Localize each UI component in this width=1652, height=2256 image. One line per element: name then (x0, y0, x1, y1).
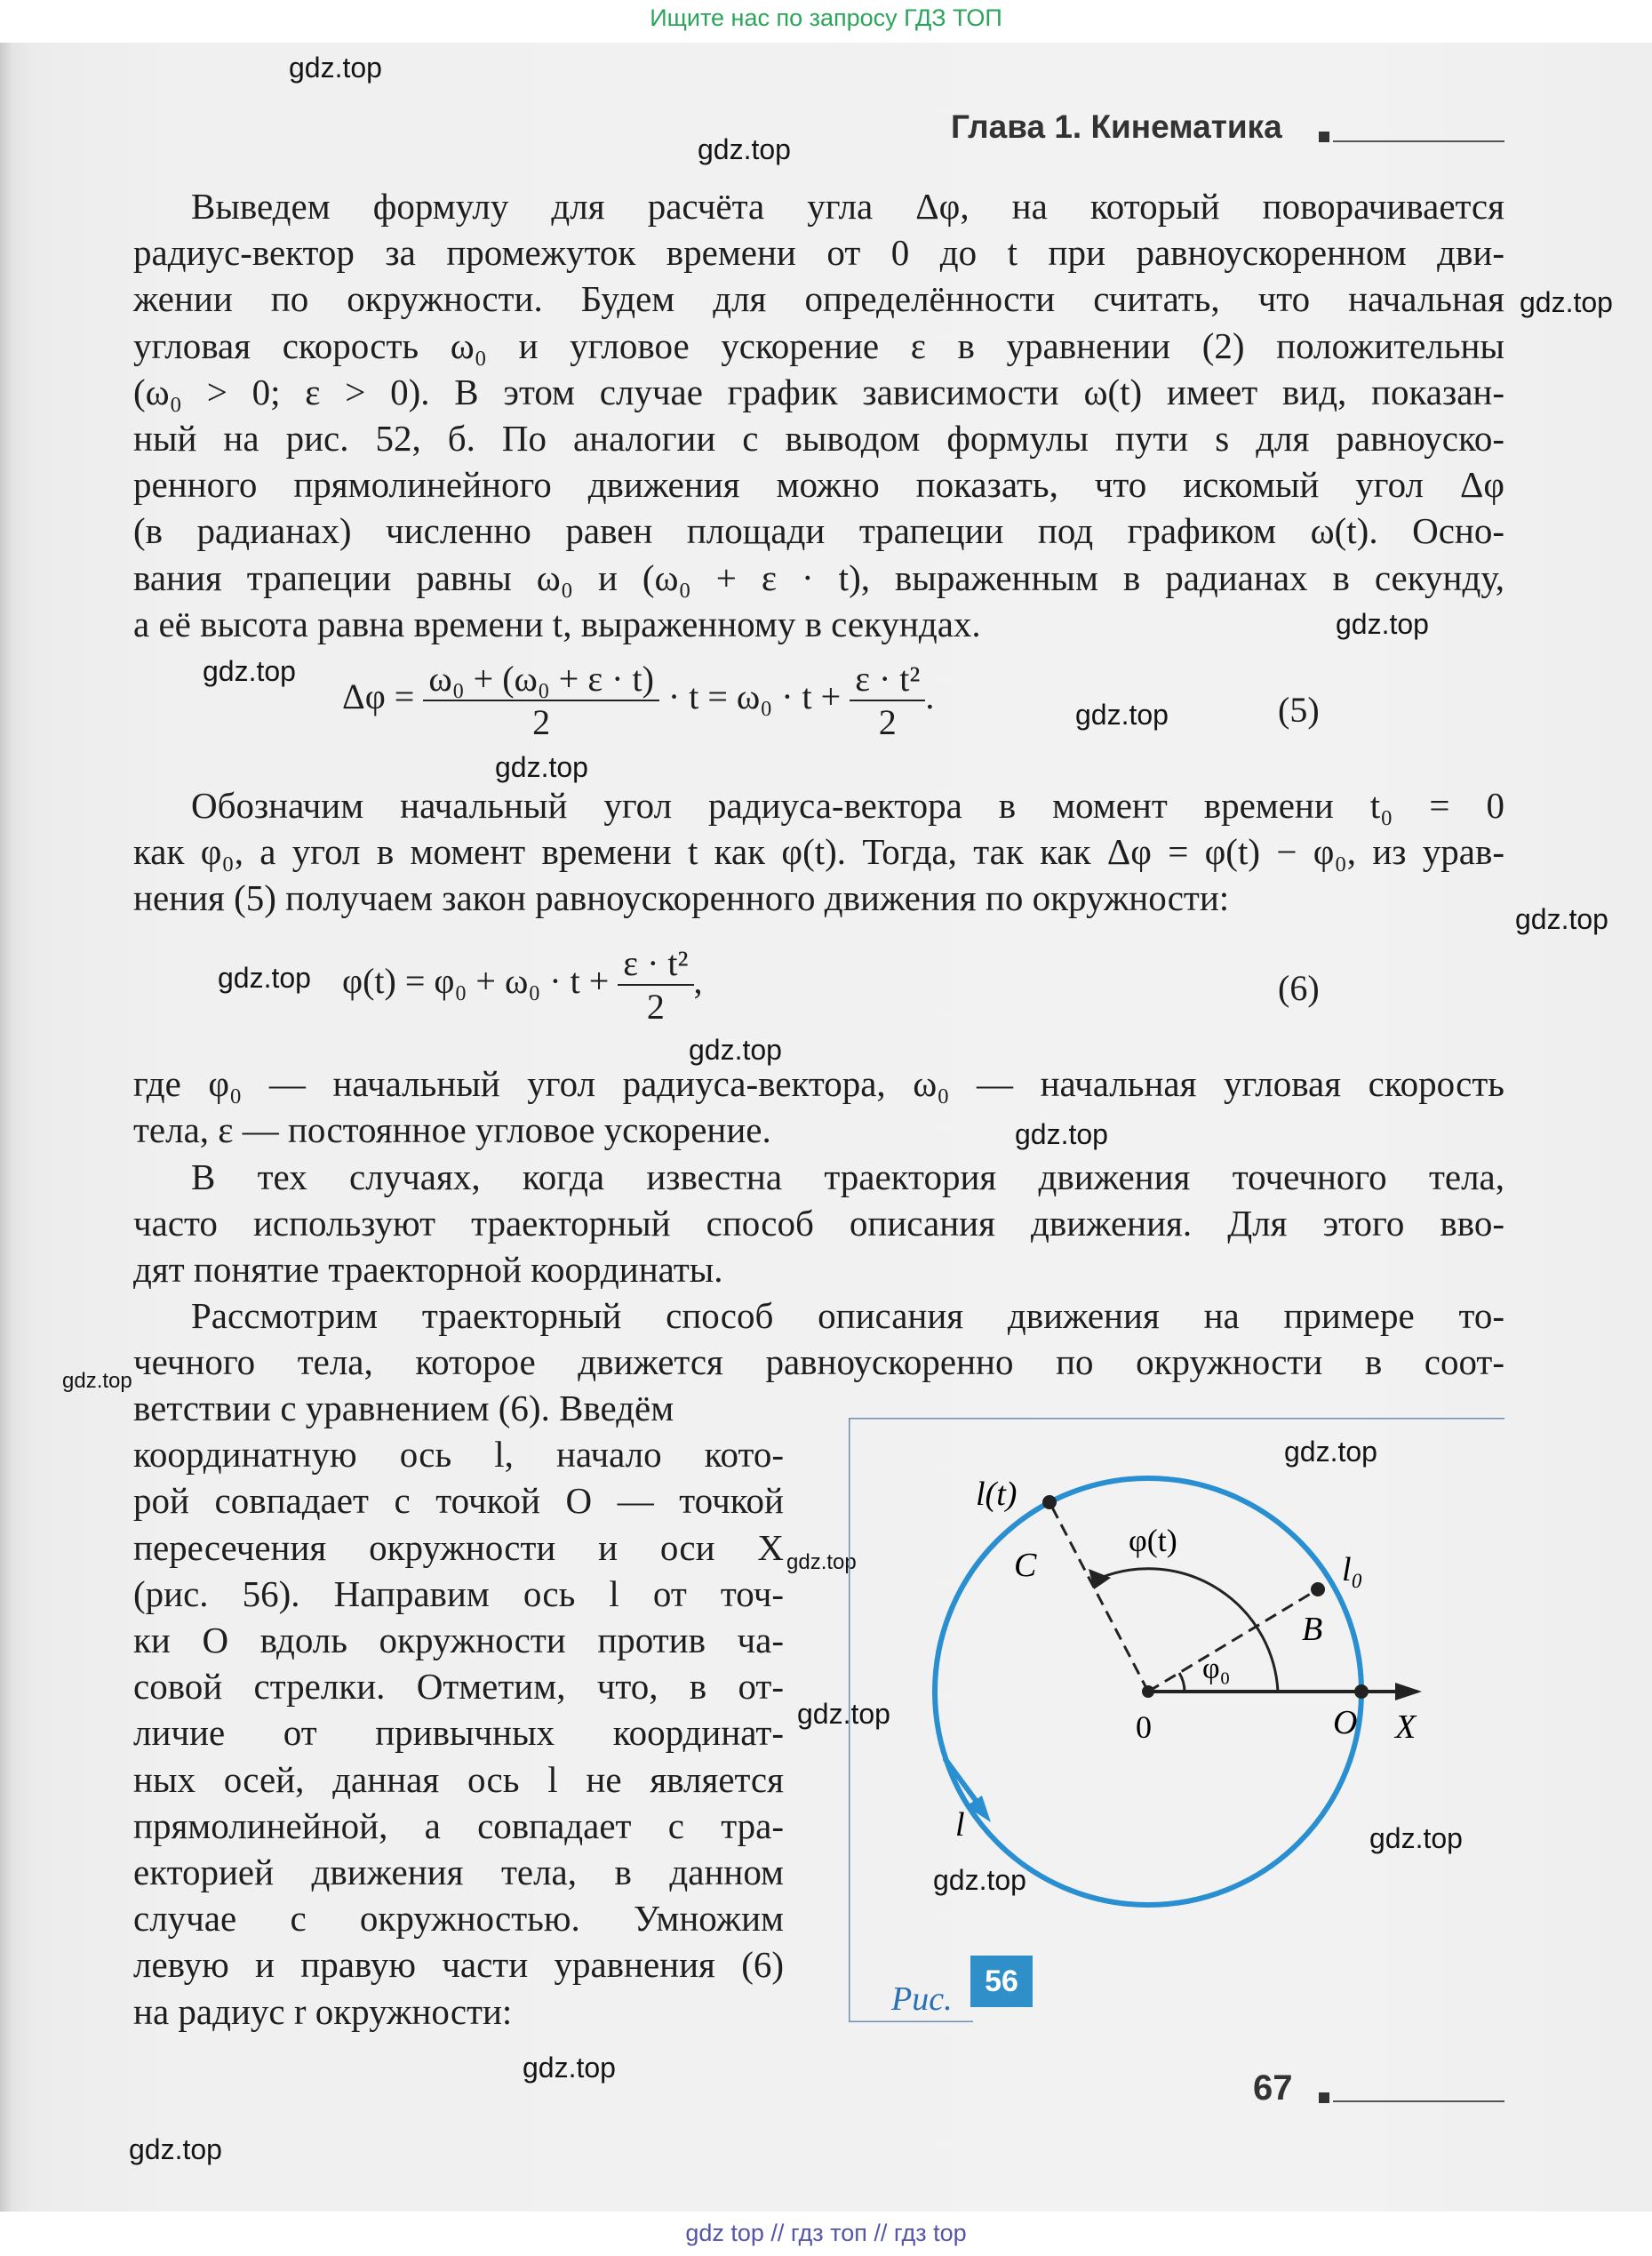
label-l: l (955, 1806, 965, 1844)
watermark: gdz.top (797, 1698, 890, 1730)
denominator: 2 (878, 702, 897, 742)
numerator: ε · t² (618, 942, 693, 986)
text-line: тела, ε — постоянное угловое ускорение. (133, 1109, 771, 1151)
top-banner[interactable]: Ищите нас по запросу ГДЗ ТОП (650, 4, 1002, 31)
page-number: 67 (1253, 2068, 1293, 2108)
point-o (1354, 1684, 1369, 1699)
label-zero: 0 (1136, 1709, 1152, 1745)
label-o: O (1333, 1704, 1358, 1741)
label-l-t: l(t) (976, 1476, 1018, 1513)
text-line: жении по окружности. Будем для определённости считать, что начальная (133, 278, 1504, 320)
watermark: gdz.top (1336, 608, 1429, 640)
label-phi-t: φ(t) (1129, 1523, 1177, 1558)
text-line: (ω₀ > 0; ε > 0). В этом случае график зависимости ω(t) имеет вид, показан- (133, 371, 1504, 412)
text-line: вания трапеции равны ω₀ и (ω₀ + ε · t), выраженным в радианах в секунду, (133, 556, 1504, 598)
text-line: чечного тела, которое движется равноускоренно по окружности в соот- (133, 1341, 1504, 1383)
label-x: X (1395, 1708, 1417, 1746)
text-line: левую и правую части уравнения (6) (133, 1944, 784, 1986)
label-phi0: φ₀ (1202, 1652, 1231, 1685)
denominator: 2 (646, 987, 665, 1027)
watermark: gdz.top (1015, 1118, 1108, 1150)
watermark: gdz.top (289, 52, 382, 84)
watermark: gdz.top (933, 1864, 1026, 1896)
text-line: личие от привычных координат- (133, 1712, 784, 1754)
numerator: ε · t² (850, 658, 925, 701)
figure-56 (849, 1418, 1504, 2022)
text-line: ных осей, данная ось l не является (133, 1758, 784, 1800)
paragraph-notation (133, 782, 1504, 922)
text-line: (рис. 56). Направим ось l от точ- (133, 1572, 784, 1614)
text-line: (в радианах) численно равен площади трапеции под графиком ω(t). Осно- (133, 510, 1504, 552)
paragraph-trajectory-method-narrow (133, 1385, 784, 2035)
formula-tail: , (693, 961, 703, 1002)
text-line: В тех случаях, когда известна траектория движения точечного тела, (191, 1156, 1504, 1197)
watermark: gdz.top (203, 655, 296, 687)
text-line: пересечения окружности и оси X (133, 1526, 784, 1568)
watermark: gdz.top (523, 2052, 616, 2084)
watermark: gdz.top (62, 1369, 132, 1393)
chapter-title: Глава 1. Кинематика (951, 108, 1282, 145)
paragraph-derivation (133, 183, 1504, 647)
text-line: рой совпадает с точкой O — точкой (133, 1480, 784, 1522)
watermark: gdz.top (1520, 286, 1613, 318)
formula-6 (342, 942, 703, 1028)
text-line: ный на рис. 52, б. По аналогии с выводом формулы пути s для равноуско- (133, 418, 1504, 460)
text-line: угловая скорость ω₀ и угловое ускорение ε в уравнении (2) положительны (133, 324, 1504, 366)
equation-number-5: (5) (1278, 690, 1320, 730)
text-line: как φ₀, а угол в момент времени t как φ(t). Тогда, так как Δφ = φ(t) − φ₀, из урав- (133, 831, 1504, 873)
radius-vector-0 (1148, 1589, 1318, 1692)
text-line: на радиус r окружности: (133, 1990, 513, 2032)
text-line: где φ₀ — начальный угол радиуса-вектора, ω₀ — начальная угловая скорость (133, 1063, 1504, 1104)
text-line: часто используют траекторный способ описания движения. Для этого вво- (133, 1203, 1504, 1244)
fraction (618, 942, 693, 1028)
watermark: gdz.top (1075, 699, 1169, 731)
page-rule (1333, 2100, 1504, 2102)
text-line: Выведем формулу для расчёта угла Δφ, на который поворачивается (191, 186, 1504, 227)
paragraph-definitions (133, 1060, 1504, 1153)
label-c: C (1014, 1547, 1037, 1584)
watermark: gdz.top (1369, 1822, 1463, 1854)
text-line: нения (5) получаем закон равноускоренного движения по окружности: (133, 877, 1230, 919)
text-line: ветствии с уравнением (6). Введём (133, 1388, 674, 1428)
fraction (850, 658, 925, 743)
watermark: gdz.top (129, 2133, 222, 2165)
text-line: прямолинейной, а совпадает с тра- (133, 1804, 784, 1846)
text-line: Обозначим начальный угол радиуса-вектора в момент времени t₀ = 0 (191, 785, 1504, 826)
watermark: gdz.top (1284, 1436, 1377, 1468)
text-line: координатную ось l, начало кото- (133, 1434, 784, 1476)
formula-lhs: φ(t) = φ₀ + ω₀ · t + (342, 961, 610, 1002)
watermark: gdz.top (689, 1034, 782, 1066)
center-point (1142, 1685, 1154, 1698)
text-line: случае с окружностью. Умножим (133, 1898, 784, 1940)
x-axis-arrowhead (1395, 1683, 1422, 1700)
point-c (1042, 1495, 1057, 1509)
label-b: B (1302, 1611, 1323, 1648)
figure-number-badge: 56 (970, 1956, 1033, 2007)
paragraph-trajectory-method (133, 1292, 1504, 1385)
watermark: gdz.top (218, 962, 311, 994)
text-line: екторией движения тела, в данном (133, 1852, 784, 1893)
formula-lhs: Δφ = (342, 676, 415, 717)
watermark: gdz.top (786, 1550, 857, 1574)
text-line: ки O вдоль окружности против ча- (133, 1620, 784, 1661)
footer-links[interactable]: gdz top // гдз топ // гдз top (685, 2220, 967, 2246)
numerator: ω₀ + (ω₀ + ε · t) (423, 658, 659, 701)
formula-tail: . (925, 676, 935, 717)
text-line: а её высота равна времени t, выраженному в секундах. (133, 603, 981, 644)
formula-5 (342, 658, 934, 743)
denominator: 2 (532, 702, 551, 742)
fraction (423, 658, 659, 743)
figure-caption: Рис. (891, 1980, 953, 2018)
header-rule (1333, 140, 1504, 142)
watermark: gdz.top (1515, 903, 1608, 935)
paragraph-trajectory (133, 1154, 1504, 1293)
label-l0: l₀ (1342, 1551, 1363, 1588)
text-line: дят понятие траекторной координаты. (133, 1249, 723, 1291)
angle-phi0-arc (1179, 1673, 1185, 1692)
formula-mid: · t = ω₀ · t + (667, 676, 842, 717)
watermark: gdz.top (698, 133, 791, 165)
text-line: ренного прямолинейного движения можно показать, что искомый угол Δφ (133, 464, 1504, 506)
text-line: Рассмотрим траекторный способ описания движения на примере то- (191, 1295, 1504, 1336)
header-marker (1319, 132, 1329, 142)
watermark: gdz.top (495, 751, 588, 783)
point-b (1311, 1582, 1325, 1596)
page-marker (1319, 2092, 1329, 2103)
text-line: радиус-вектор за промежуток времени от 0 до t при равноускоренном дви- (133, 232, 1504, 274)
equation-number-6: (6) (1278, 968, 1320, 1008)
text-line: совой стрелки. Отметим, что, в от- (133, 1666, 784, 1708)
